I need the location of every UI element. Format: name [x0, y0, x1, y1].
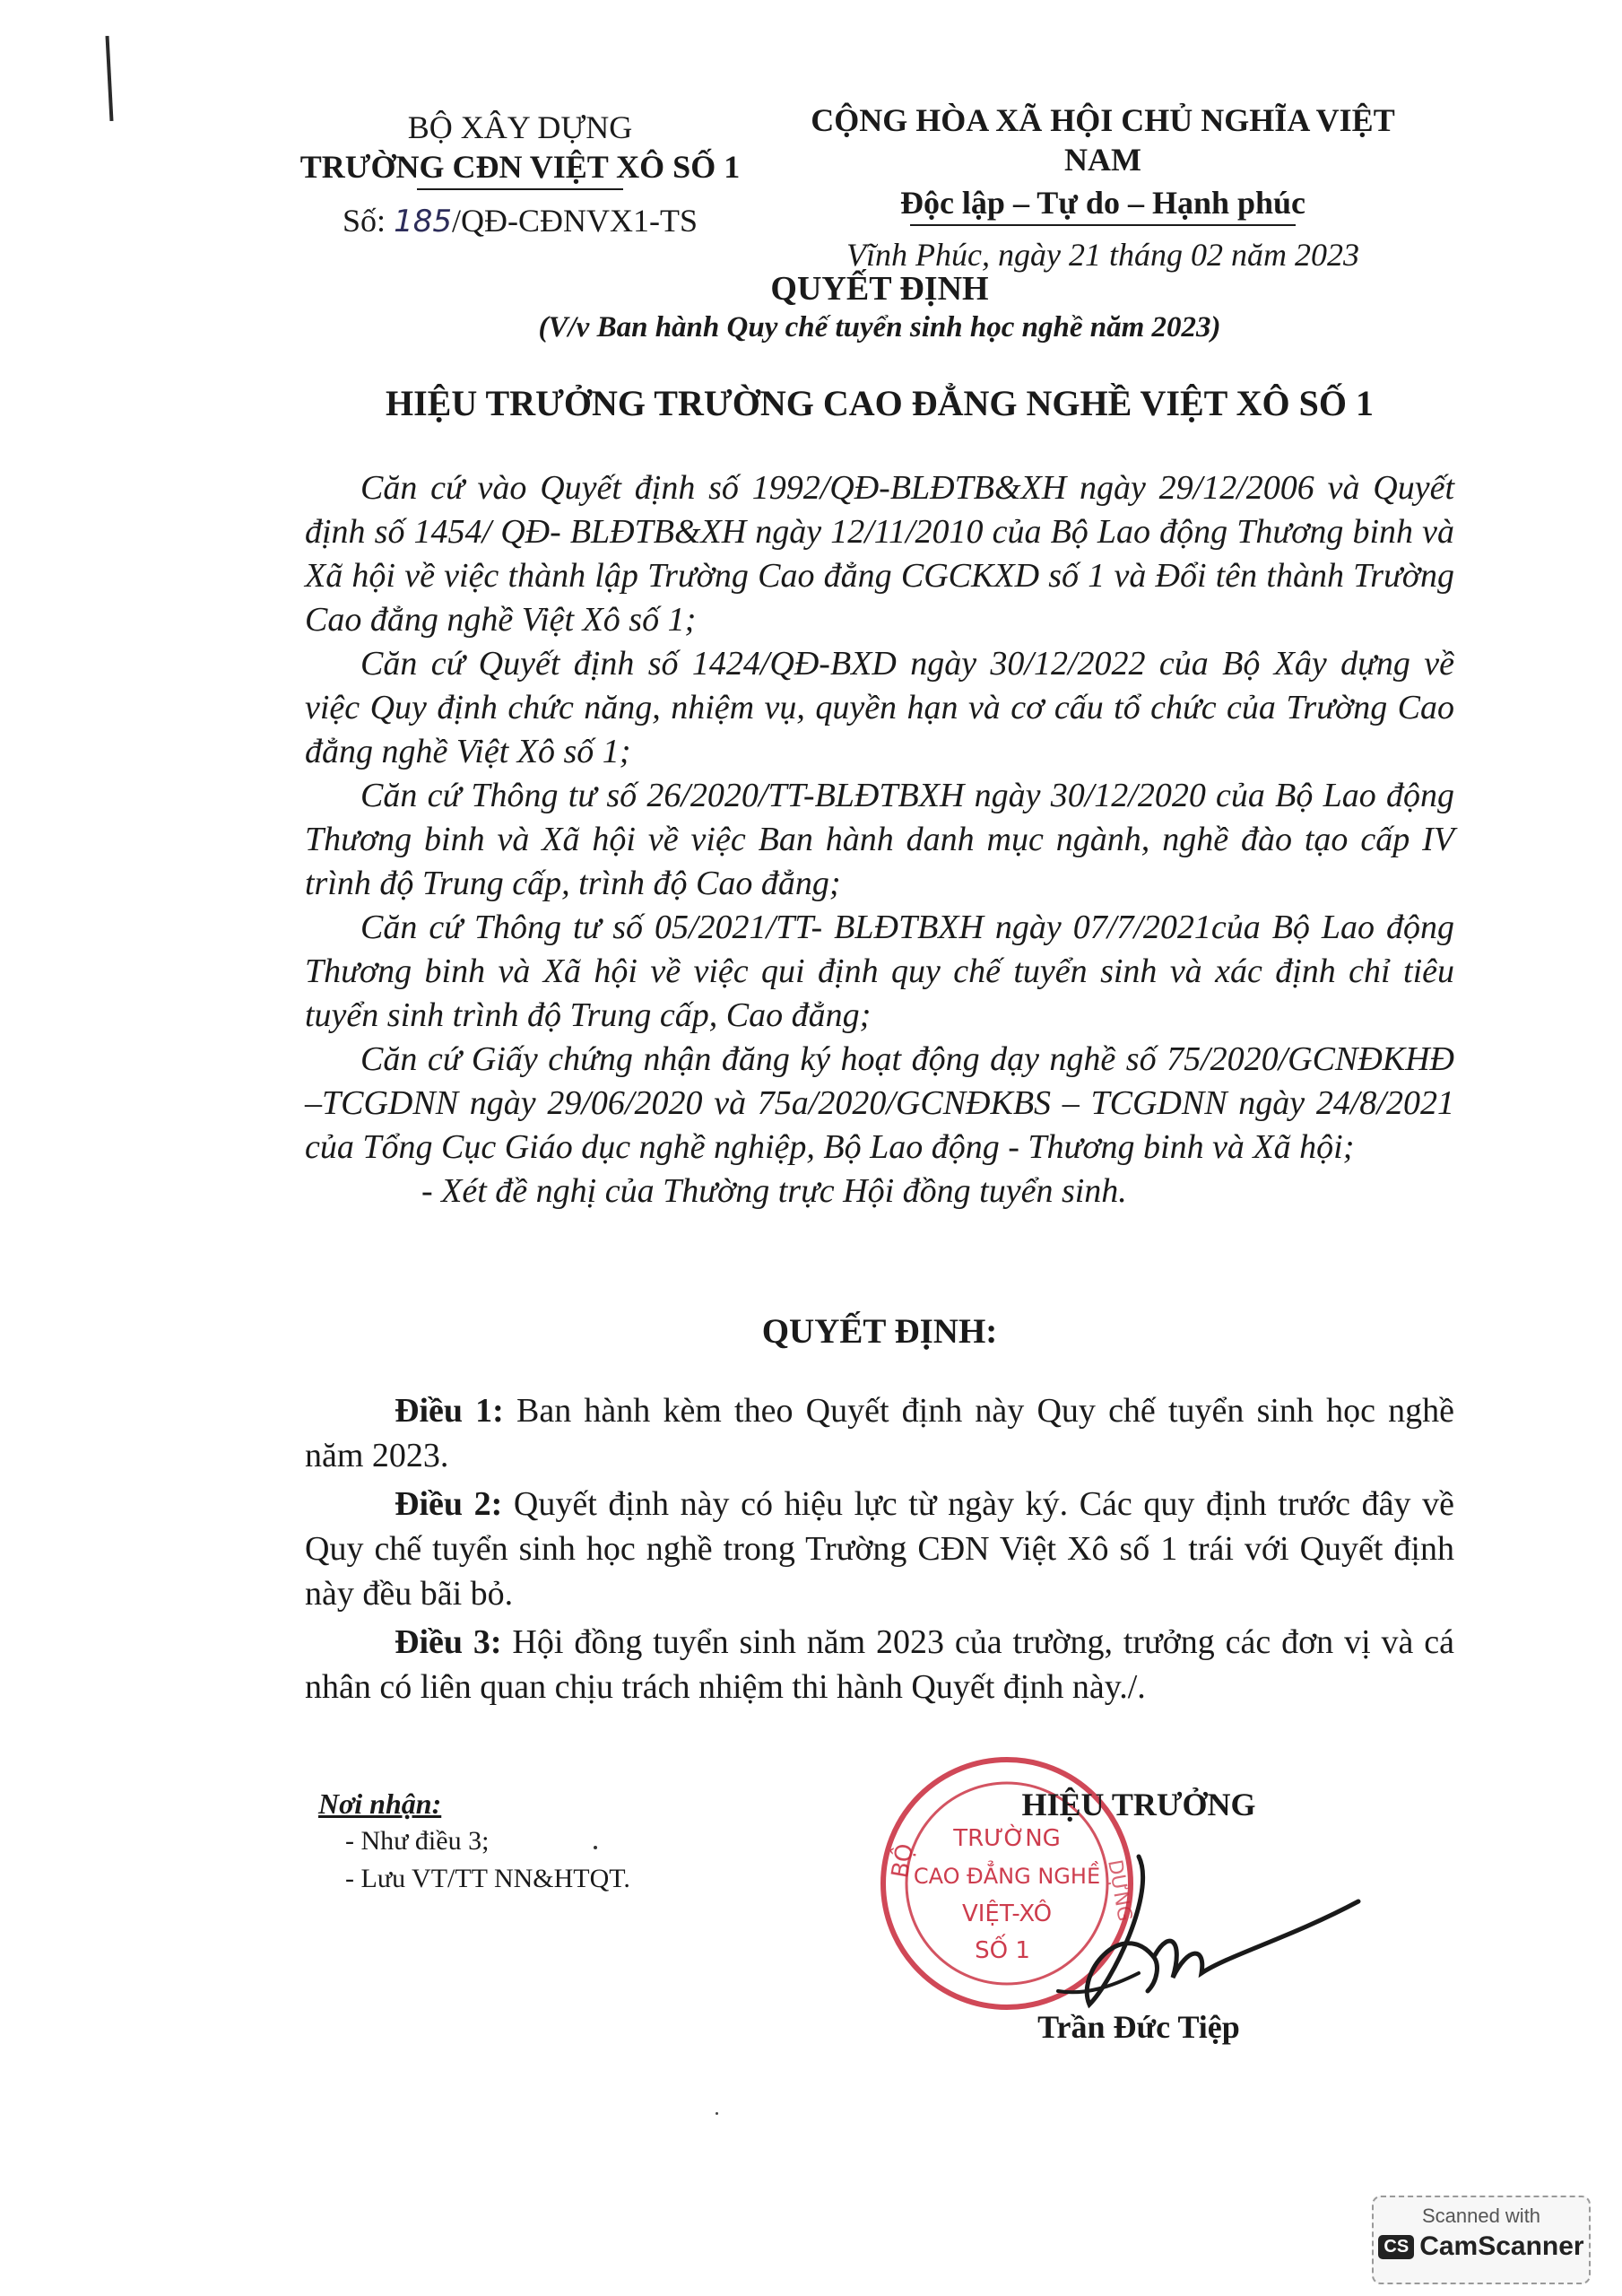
article-text: Ban hành kèm theo Quyết định này Quy chế tuyển sinh học nghề năm 2023.: [305, 1392, 1454, 1474]
scan-dot: [716, 2112, 718, 2115]
stamp-line-2: CAO ĐẲNG NGHỀ: [913, 1864, 1101, 1889]
basis-item: Căn cứ Thông tư số 26/2020/TT-BLĐTBXH ngày 30/12/2020 của Bộ Lao động Thương binh và Xã hội về việc Ban hành danh mục ngành, nghề đào tạo cấp IV trình độ Trung cấp, trình độ Cao đẳng;: [305, 777, 1454, 902]
title-block: [305, 269, 1454, 425]
decision-heading: QUYẾT ĐỊNH:: [761, 1312, 998, 1351]
recipients: [318, 1785, 630, 1898]
document-title: QUYẾT ĐỊNH: [770, 270, 989, 308]
handwritten-number: 185: [394, 204, 452, 239]
basis-item: Căn cứ Giấy chứng nhận đăng ký hoạt động dạy nghề số 75/2020/GCNĐKHĐ –TCGDNN ngày 29/06/2020 và 75a/2020/GCNĐKBS – TCGDNN ngày 24/8/2021 của Tổng Cục Giáo dục nghề nghiệp, Bộ Lao động - Thương binh và Xã hội;: [305, 1040, 1454, 1166]
article-label: Điều 1:: [395, 1392, 504, 1430]
signature-title: HIỆU TRƯỞNG: [1021, 1787, 1256, 1822]
article-2: [305, 1482, 1454, 1616]
stamp-line-3: VIỆT-XÔ: [961, 1900, 1053, 1927]
legal-bases: [305, 466, 1454, 1213]
school-name: TRƯỜNG CĐN VIỆT XÔ SỐ 1: [299, 149, 741, 185]
article-3: [305, 1620, 1454, 1709]
signer-name: Trần Đức Tiệp: [1037, 2009, 1240, 2045]
handwritten-signature: [1004, 1821, 1381, 2018]
watermark-brand: CamScanner: [1419, 2231, 1584, 2261]
basis-item: - Xét đề nghị của Thường trực Hội đồng tuyển sinh.: [421, 1172, 1127, 1210]
stamp-left-text: BỘ: [887, 1841, 920, 1881]
header-left: [269, 108, 771, 241]
document-number: Số: 185/QĐ-CĐNVX1-TS: [343, 203, 698, 239]
article-label: Điều 3:: [395, 1623, 502, 1661]
issuer-title: HIỆU TRƯỞNG TRƯỜNG CAO ĐẲNG NGHỀ VIỆT XÔ SỐ 1: [385, 383, 1374, 423]
scan-dot: [594, 1846, 597, 1849]
basis-item: Căn cứ Thông tư số 05/2021/TT- BLĐTBXH ngày 07/7/2021của Bộ Lao động Thương binh và Xã hội về việc qui định quy chế tuyển sinh và xác định chỉ tiêu tuyển sinh trình độ Trung cấp, Cao đẳng;: [305, 909, 1454, 1034]
article-text: Quyết định này có hiệu lực từ ngày ký. Các quy định trước đây về Quy chế tuyển sinh học nghề trong Trường CĐN Việt Xô số 1 trái với Quyết định này đều bãi bỏ.: [305, 1485, 1455, 1613]
watermark-brand-row: [1374, 2231, 1589, 2262]
article-label: Điều 2:: [395, 1485, 503, 1523]
article-text: Hội đồng tuyển sinh năm 2023 của trường, trưởng các đơn vị và cá nhân có liên quan chịu trách nhiệm thi hành Quyết định này./.: [305, 1623, 1454, 1706]
stamp-right-text: DỰNG: [1103, 1857, 1136, 1924]
camscanner-watermark: [1372, 2196, 1591, 2284]
nation-name: CỘNG HÒA XÃ HỘI CHỦ NGHĨA VIỆT NAM: [811, 102, 1395, 178]
header-right: [771, 100, 1435, 274]
stamp-line-4: SỐ 1: [975, 1937, 1030, 1964]
motto-underline: [910, 224, 1296, 226]
article-1: [305, 1388, 1454, 1478]
articles: [305, 1388, 1454, 1709]
signature-strokes: [1004, 1821, 1381, 2018]
national-motto: Độc lập – Tự do – Hạnh phúc: [899, 185, 1306, 221]
watermark-caption: Scanned with: [1421, 2205, 1541, 2227]
stamp-line-1: TRƯỜNG: [953, 1825, 1061, 1852]
basis-item: Căn cứ vào Quyết định số 1992/QĐ-BLĐTB&XH ngày 29/12/2006 và Quyết định số 1454/ QĐ- BLĐTB&XH ngày 12/11/2010 của Bộ Lao động Thương binh và Xã hội về việc thành lập Trường Cao đẳng CGCKXD số 1 và Đổi tên thành Trường Cao đẳng nghề Việt Xô số 1;: [305, 469, 1454, 639]
margin-mark: [106, 36, 114, 121]
recipient-item: - Như điều 3;: [345, 1826, 490, 1856]
basis-item: Căn cứ Quyết định số 1424/QĐ-BXD ngày 30/12/2022 của Bộ Xây dựng về việc Quy định chức năng, nhiệm vụ, quyền hạn và cơ cấu tổ chức của Trường Cao đẳng nghề Việt Xô số 1;: [305, 645, 1454, 770]
document-subject: (V/v Ban hành Quy chế tuyển sinh học nghề năm 2023): [538, 311, 1221, 344]
header-left-underline: [417, 188, 623, 190]
ministry-name: BỘ XÂY DỰNG: [407, 109, 633, 145]
recipient-item: - Lưu VT/TT NN&HTQT.: [345, 1864, 630, 1893]
place-date: Vĩnh Phúc, ngày 21 tháng 02 năm 2023: [846, 237, 1359, 273]
camscanner-logo-icon: CS: [1378, 2235, 1414, 2259]
recipients-label: Nơi nhận:: [318, 1787, 442, 1820]
